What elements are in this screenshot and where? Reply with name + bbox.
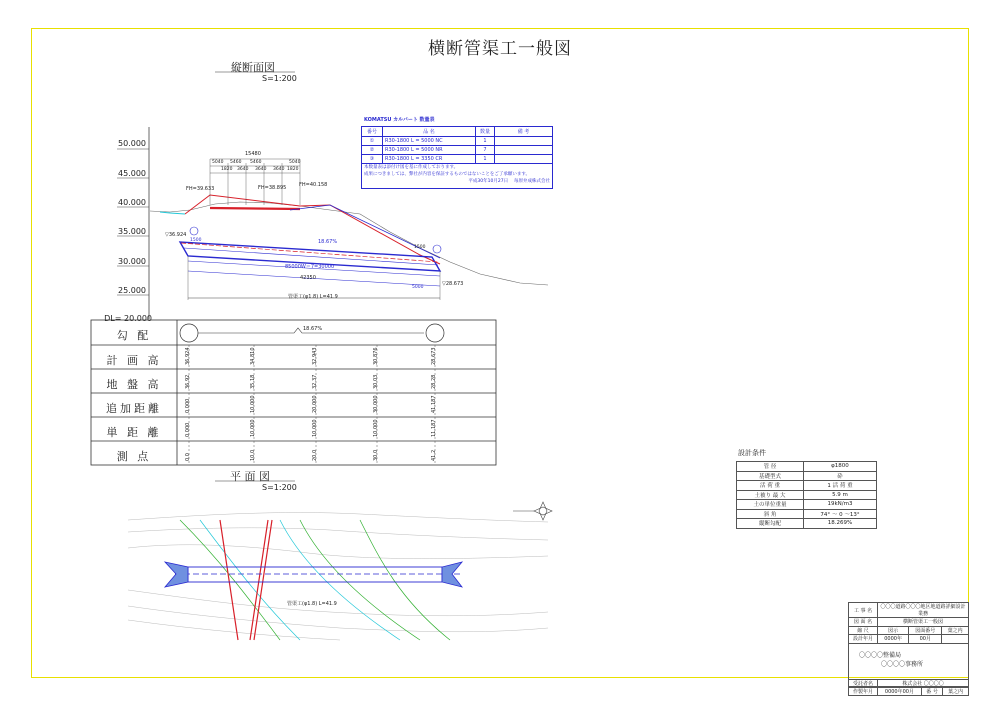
qty-cell: 1 [476,155,495,164]
profile-value: 34.810 [250,347,256,365]
table-row [362,146,553,155]
fh-mid-label: FH=38.895 [258,185,287,191]
cond-cell: 5.9 m [804,490,877,500]
table-row [849,618,969,627]
table-row [737,509,877,519]
row-label-ground-height: 地 盤 高 [106,378,162,391]
profile-value: 0.000 [185,398,191,413]
footer-cell: 受託者名 [849,680,878,688]
footer-cell: 0000年00月 [878,688,922,696]
mid-small-label: 1500 [414,245,426,250]
left-invert-label: ▽36.924 [165,232,187,238]
row-label-slope: 勾 配 [116,329,152,342]
title-cell: 0000年 [878,635,909,644]
title-cell: 〇〇〇道路〇〇〇地区地道路詳細設計業務 [878,603,969,618]
title-cell: 葉之内 [942,626,969,635]
qty-header: 品 名 [383,127,476,137]
footer-cell: 作製年月 [849,688,878,696]
row-label-added-distance: 追加距離 [106,402,162,415]
qty-note: 本数量表は添付け図を基に作成しております。 [364,165,459,170]
qty-cell [495,137,553,146]
qty-header: 数量 [476,127,495,137]
top-dim-label: 5460 [250,160,262,165]
top-dim-label: 15480 [245,151,261,157]
elev-label: 30.000 [118,257,146,266]
top-dim-label: 3640 [273,167,285,172]
qty-cell: ① [362,137,383,146]
qty-cell: R30-1800 L = 3350 CR [383,155,476,164]
drawing-title: 横断管渠工一般図 [428,39,572,59]
qty-cell: R30-1800 L = 5000 NR [383,146,476,155]
qty-cell: ② [362,146,383,155]
office-name: 〇〇〇〇事務所 [881,660,924,668]
qty-cell: R30-1800 L = 5000 NC [383,137,476,146]
title-cell: 設計年月 [849,635,878,644]
top-dim-label: 1820 [287,167,299,172]
plan-title: 平 面 図 [230,470,270,483]
cond-cell: 土被り 最 大 [737,490,804,500]
cond-cell: 斜 角 [737,509,804,519]
qty-note: 成果につきましては、弊社が内容を保証するものではないことをご了承願います。 [364,172,531,177]
title-cell: 工 事 名 [849,603,878,618]
cond-cell: 18.269% [804,519,877,529]
table-row [362,155,553,164]
top-dim-label: 3640 [237,167,249,172]
cond-cell: φ1800 [804,462,877,472]
title-cell: 縮 尺 [849,626,878,635]
qty-notes [362,164,553,189]
qty-cell: 7 [476,146,495,155]
footer-cell: 株式会社 〇〇〇〇 [878,680,969,688]
row-label-station: 測 点 [116,450,152,463]
qty-cell [495,146,553,155]
profile-value: 35.18 [250,374,256,389]
footer-block [848,679,969,696]
title-cell [942,635,969,644]
profile-value: 10.000 [312,419,318,437]
profile-value: 28.28 [431,374,437,389]
table-row [849,626,969,635]
top-dim-label: 5040 [289,160,301,165]
profile-value: 30.0 [373,449,379,461]
profile-value: 36.92 [185,374,191,389]
cond-cell: 活 荷 重 [737,481,804,491]
table-row [737,471,877,481]
profile-value: 10.0 [250,449,256,461]
qty-header: 番号 [362,127,383,137]
table-row [849,688,969,696]
profile-value: 30.03 [373,374,379,389]
profile-value: 36.924 [185,347,191,365]
elev-label: 25.000 [118,286,146,295]
title-cell: 図示 [878,626,909,635]
end-left-label: 1500 [190,238,202,243]
design-conditions-title: 設計条件 [738,449,766,457]
qty-header: 備 考 [495,127,553,137]
cond-cell: 砕 [804,471,877,481]
length-dim-label: 85000W＝7=30000 [285,264,335,270]
plan-pipe-label: 管渠工(φ1.8) L=41.9 [287,601,337,607]
cond-cell: 1 活 荷 重 [804,481,877,491]
table-row [737,481,877,491]
top-dim-label: 3640 [255,167,267,172]
profile-value: 32.943 [312,347,318,365]
top-dim-label: 1820 [221,167,233,172]
profile-value: 10.000 [373,419,379,437]
row-label-plan-height: 計 画 高 [106,354,162,367]
profile-value: 32.37 [312,374,318,389]
table-row [849,603,969,618]
cond-cell: 74° ～ 0 ～13° [804,509,877,519]
right-invert-label: ▽28.673 [442,281,464,287]
table-row [362,137,553,146]
profile-value: 10.000 [250,419,256,437]
footer-cell: 葉之内 [943,688,969,696]
fh-right-label: FH=40.158 [299,182,328,188]
title-cell: 図面番号 [909,626,942,635]
profile-scale: S=1:200 [262,74,297,83]
slope-label: 18.67% [318,239,338,245]
quantity-table-logo: KOMATSU カルバート 数量表 [364,117,435,123]
cond-cell: 19kN/m3 [804,500,877,510]
quantity-table [361,126,553,189]
cond-cell: 基礎型式 [737,471,804,481]
design-conditions-table [736,461,877,529]
table-row [737,500,877,510]
top-dim-label: 5460 [230,160,242,165]
profile-value: 30.000 [373,395,379,413]
elev-label: 35.000 [118,227,146,236]
profile-title: 縦断面図 [231,61,275,74]
table-row [737,490,877,500]
elev-label: 50.000 [118,139,146,148]
fh-left-label: FH=39.633 [186,186,215,192]
profile-value: 11.187 [431,419,437,437]
row-label-single-distance: 単 距 離 [106,426,162,439]
profile-value: 10.000 [250,395,256,413]
profile-value: 30.876 [373,347,379,365]
title-cell: 図 面 名 [849,618,878,627]
qty-note: 平成30年10月27日 毎原弁成株式会社 [468,179,550,184]
qty-cell: 1 [476,137,495,146]
profile-value: 28.673 [431,347,437,365]
plan-scale: S=1:200 [262,483,297,492]
datum-label: DL= 20.000 [104,314,152,323]
cond-cell: 土の単位重量 [737,500,804,510]
profile-value: 0.000 [185,422,191,437]
title-block [848,602,969,687]
elev-label: 45.000 [118,169,146,178]
profile-value: 20.000 [312,395,318,413]
title-cell: 00月 [909,635,942,644]
table-row [737,519,877,529]
top-dim-label: 5040 [212,160,224,165]
profile-value: 41.187 [431,395,437,413]
table-row [849,635,969,644]
qty-cell: ③ [362,155,383,164]
profile-value: 0.0 [185,453,191,461]
qty-cell [495,155,553,164]
total-dim-label: 42350 [300,275,316,281]
office-name: 〇〇〇〇整備局 [859,651,902,659]
elev-label: 40.000 [118,198,146,207]
title-cell: 横断管渠工一般図 [878,618,969,627]
table-row [737,462,877,472]
slope-value: 18.67% [303,326,323,332]
end-right-label: 5000 [412,285,424,290]
pipe-label: 管渠工(φ1.8) L=41.9 [288,294,338,300]
profile-value: 41.2 [431,449,437,461]
footer-cell: 番 号 [921,688,942,696]
cond-cell: 管 径 [737,462,804,472]
cond-cell: 縦断勾配 [737,519,804,529]
table-row [849,680,969,688]
profile-value: 20.0 [312,449,318,461]
